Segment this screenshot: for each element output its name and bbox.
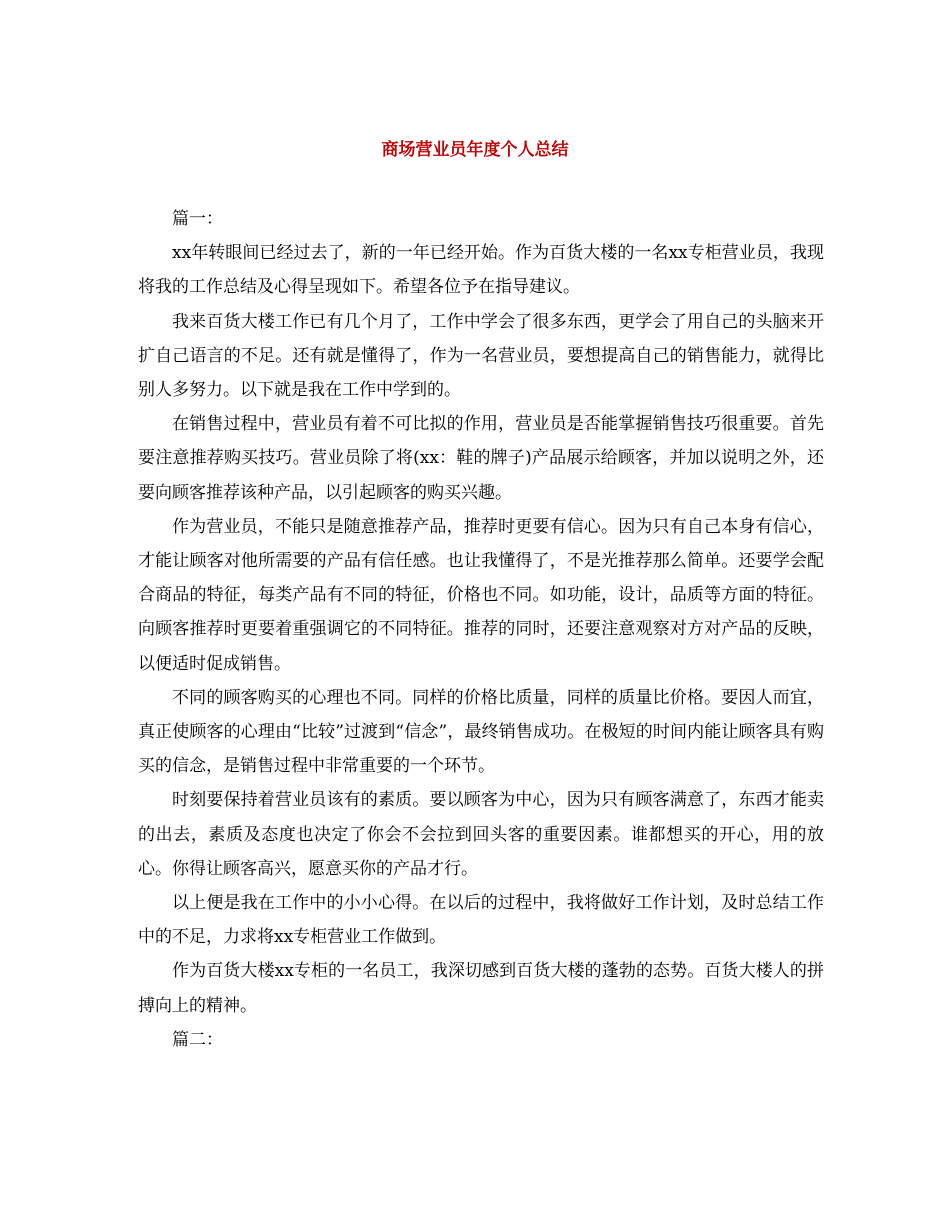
paragraph: 以上便是我在工作中的小小心得。在以后的过程中，我将做好工作计划，及时总结工作中的不足，力求将xx专柜营业工作做到。 [138,893,824,948]
section-heading-1: 篇一： [172,209,223,229]
section-heading-2: 篇二： [172,1029,223,1050]
paragraph: 在销售过程中，营业员有着不可比拟的作用，营业员是否能掌握销售技巧很重要。首先要注意推荐购买技巧。营业员除了将(xx：鞋的牌子)产品展示给顾客，并加以说明之外，还要向顾客推荐该种产品，以引起顾客的购买兴趣。 [138,414,824,503]
paragraph: 不同的顾客购买的心理也不同。同样的价格比质量，同样的质量比价格。要因人而宜，真正使顾客的心理由“比较”过渡到“信念”，最终销售成功。在极短的时间内能让顾客具有购买的信念，是销售过程中非常重要的一个环节。 [138,687,824,777]
document-title: 商场营业员年度个人总结 [381,140,569,160]
paragraph: 时刻要保持着营业员该有的素质。要以顾客为中心，因为只有顾客满意了，东西才能卖的出去，素质及态度也决定了你会不会拉到回头客的重要因素。谁都想买的开心，用的放心。你得让顾客高兴，愿意买你的产品才行。 [138,790,824,879]
document-body [138,202,824,1057]
paragraph: 作为百货大楼xx专柜的一名员工，我深切感到百货大楼的蓬勃的态势。百货大楼人的拼搏向上的精神。 [138,961,824,1016]
paragraph: 作为营业员，不能只是随意推荐产品，推荐时更要有信心。因为只有自己本身有信心，才能让顾客对他所需要的产品有信任感。也让我懂得了，不是光推荐那么简单。还要学会配合商品的特征，每类产品有不同的特征，价格也不同。如功能，设计，品质等方面的特征。向顾客推荐时更要着重强调它的不同特征。推荐的同时，还要注意观察对方对产品的反映，以便适时促成销售。 [138,516,824,674]
paragraph: 我来百货大楼工作已有几个月了，工作中学会了很多东西，更学会了用自己的头脑来开扩自己语言的不足。还有就是懂得了，作为一名营业员，要想提高自己的销售能力，就得比别人多努力。以下就是我在工作中学到的。 [138,311,824,401]
paragraph: xx年转眼间已经过去了，新的一年已经开始。作为百货大楼的一名xx专柜营业员，我现将我的工作总结及心得呈现如下。希望各位予在指导建议。 [138,243,824,298]
